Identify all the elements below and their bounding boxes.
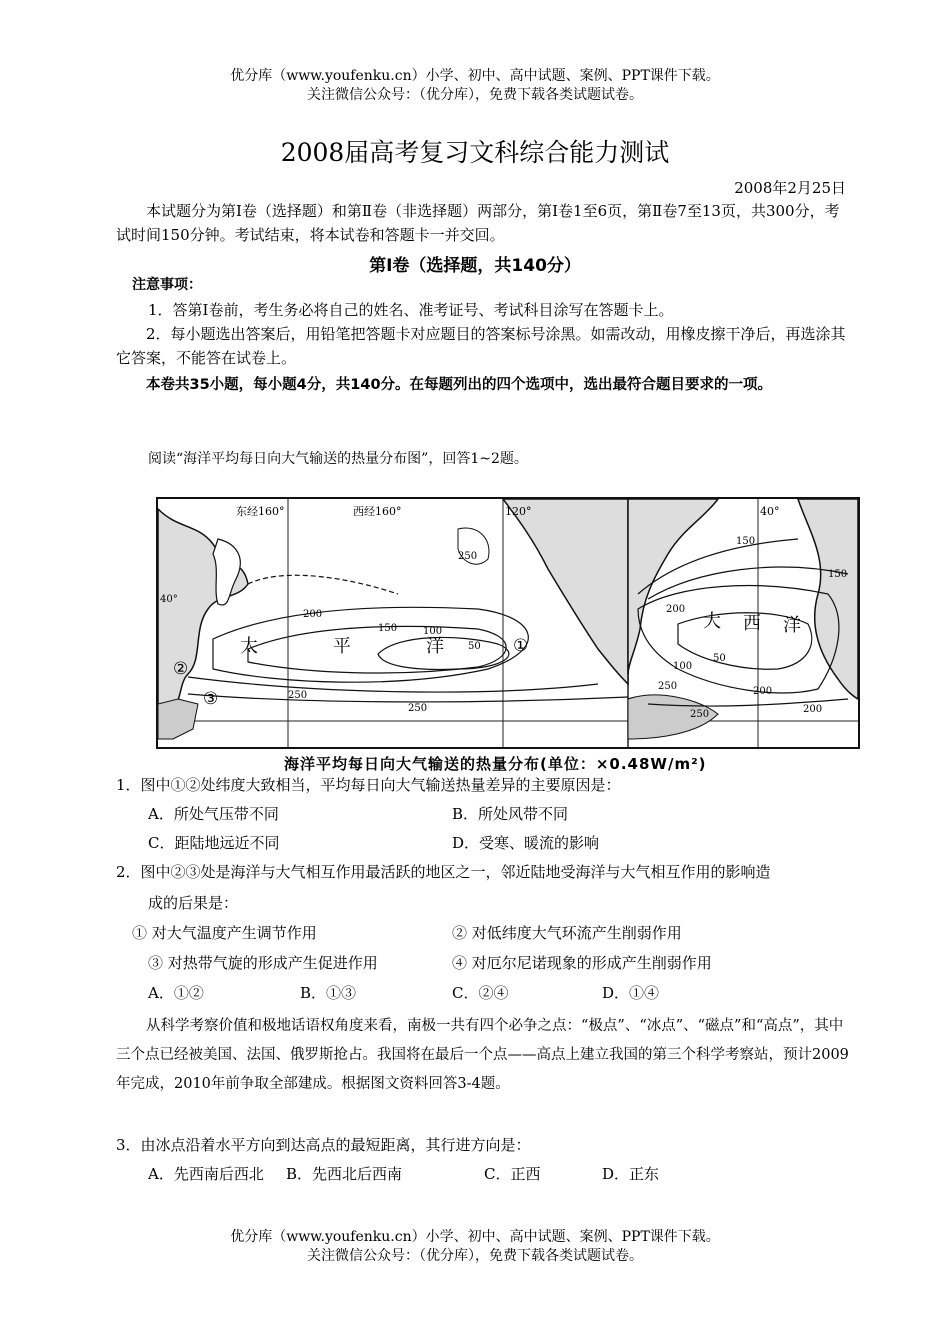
ocean-char: 洋 — [783, 615, 801, 636]
asia-landmass — [158, 509, 248, 714]
marker-1: ① — [513, 636, 529, 656]
summary-paragraph: 本卷共35小题，每小题4分，共140分。在每题列出的四个选项中，选出最符合题目要求的一项。 — [146, 377, 773, 393]
map-caption: 海洋平均每日向大气输送的热量分布(单位：×0.48W/m²) — [284, 755, 707, 773]
q2-option-b: B．①③ — [300, 984, 357, 1002]
passage-paragraph: 从科学考察价值和极地话语权角度来看，南极一共有四个必争之点：“极点”、“冰点”、“磁点”和“高点”，其中三个点已经被美国、法国、俄罗斯抢占。我国将在最后一个点——高点上建立我国的第三个科学考察站，预计2009年完成，2010年前争取全部建成。根据图文资料回答3-4题。 — [116, 1018, 849, 1092]
exam-date: 2008年2月25日 — [734, 179, 846, 197]
contour-line — [638, 586, 839, 693]
contour-value: 150 — [378, 623, 398, 634]
contour-line — [188, 677, 598, 692]
contour-value: 250 — [658, 681, 678, 692]
q2-statement-2: ② 对低纬度大气环流产生削弱作用 — [452, 924, 682, 942]
q1-option-d: D．受寒、暖流的影响 — [452, 834, 600, 852]
q1-stem: 1．图中①②处纬度大致相当，平均每日向大气输送热量差异的主要原因是： — [116, 776, 621, 794]
lon-label: 东经160° — [236, 505, 285, 518]
heat-distribution-map — [156, 497, 860, 749]
q2-statement-4: ④ 对厄尔尼诺现象的形成产生削弱作用 — [452, 954, 712, 972]
contour-value: 100 — [423, 626, 443, 637]
contour-line — [188, 694, 628, 702]
ocean-char: 大 — [703, 611, 721, 632]
contour-value: 200 — [666, 604, 686, 615]
contour-value: 100 — [673, 661, 693, 672]
ocean-char: 洋 — [426, 636, 444, 657]
q3-option-b: B．先西北后西南 — [286, 1165, 403, 1183]
notice-item-2: 2．每小题选出答案后，用铅笔把答题卡对应题目的答案标号涂黑。如需改动，用橡皮擦干净后，再选涂其它答案，不能答在试卷上。 — [116, 325, 846, 367]
ocean-char: 太 — [240, 636, 258, 657]
contour-value: 50 — [468, 641, 481, 652]
notice-item-1: 1．答第Ⅰ卷前，考生务必将自己的姓名、准考证号、考试科目涂写在答题卡上。 — [148, 301, 674, 319]
q2-statement-3: ③ 对热带气旋的形成产生促进作用 — [148, 954, 378, 972]
q3-option-a: A．先西南后西北 — [148, 1165, 264, 1183]
contour-value: 200 — [803, 704, 823, 715]
contour-value: 150 — [828, 569, 848, 580]
contour-value: 50 — [713, 653, 726, 664]
lat-label: 40° — [160, 594, 178, 605]
lon-label: 40° — [760, 505, 780, 518]
footer-line-2: 关注微信公众号：（优分库），免费下载各类试题试卷。 — [307, 1248, 643, 1264]
header-line-2: 关注微信公众号：（优分库），免费下载各类试题试卷。 — [307, 87, 643, 103]
q2-option-c: C．②④ — [452, 984, 509, 1002]
section-heading: 第Ⅰ卷（选择题，共140分） — [369, 256, 581, 276]
map-svg — [158, 499, 858, 747]
contour-value: 200 — [753, 686, 773, 697]
q3-stem: 3．由冰点沿着水平方向到达高点的最短距离，其行进方向是： — [116, 1136, 531, 1154]
q1-option-b: B．所处风带不同 — [452, 805, 569, 823]
q1-option-a: A．所处气压带不同 — [148, 805, 279, 823]
contour-line — [248, 575, 398, 594]
north-america-west — [503, 499, 628, 684]
marker-2: ② — [173, 659, 189, 679]
contour-value: 200 — [303, 609, 323, 620]
contour-value: 150 — [736, 536, 756, 547]
ocean-char: 西 — [743, 613, 761, 634]
q2-option-d: D．①④ — [602, 984, 660, 1002]
contour-value: 250 — [690, 709, 710, 720]
marker-3: ③ — [203, 689, 219, 709]
page-title: 2008届高考复习文科综合能力测试 — [280, 138, 670, 167]
contour-value: 250 — [408, 703, 428, 714]
japan-islands — [213, 539, 240, 605]
q2-stem-line-2: 成的后果是： — [148, 894, 239, 912]
contour-value: 250 — [458, 551, 478, 562]
europe-africa — [798, 499, 858, 699]
footer-line-1: 优分库（www.youfenku.cn）小学、初中、高中试题、案例、PPT课件下载。 — [230, 1229, 720, 1245]
lon-label: 西经160° — [353, 505, 402, 518]
notice-title: 注意事项： — [132, 277, 202, 293]
lon-label: 120° — [505, 505, 532, 518]
q1-option-c: C．距陆地远近不同 — [148, 834, 280, 852]
q2-statement-1: ① 对大气温度产生调节作用 — [132, 924, 317, 942]
contour-value: 250 — [288, 690, 308, 701]
q2-stem-line-1: 2．图中②③处是海洋与大气相互作用最活跃的地区之一，邻近陆地受海洋与大气相互作用的影响造 — [116, 863, 771, 881]
header-line-1: 优分库（www.youfenku.cn）小学、初中、高中试题、案例、PPT课件下载。 — [230, 68, 720, 84]
intro-paragraph: 本试题分为第Ⅰ卷（选择题）和第Ⅱ卷（非选择题）两部分，第Ⅰ卷1至6页，第Ⅱ卷7至13页，共300分，考试时间150分钟。考试结束，将本试卷和答题卡一并交回。 — [116, 202, 840, 244]
q3-option-d: D．正东 — [602, 1165, 660, 1183]
q2-option-a: A．①② — [148, 984, 204, 1002]
indonesia-land — [158, 699, 198, 739]
q3-option-c: C．正西 — [484, 1165, 541, 1183]
read-prompt: 阅读“海洋平均每日向大气输送的热量分布图”，回答1~2题。 — [148, 451, 528, 467]
ocean-char: 平 — [333, 636, 351, 657]
